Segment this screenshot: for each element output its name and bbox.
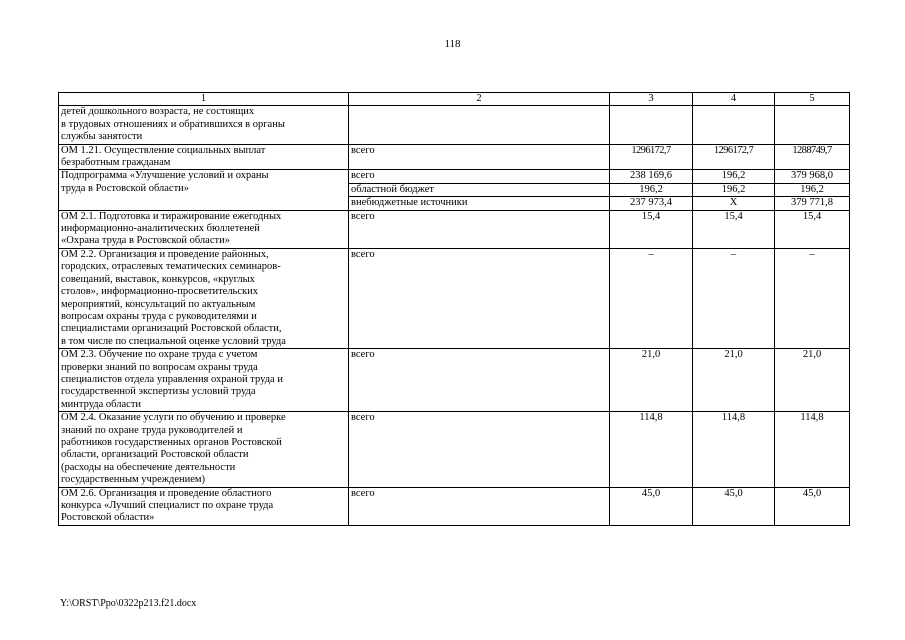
description-line: минтруда области [61,398,142,410]
description-line: совещаний, выставок, конкурсов, «круглых [61,273,255,285]
description-line: мероприятий, консультаций по актуальным [61,298,256,310]
description-line: проверки знаний по вопросам охраны труда [61,361,258,373]
value-col-3: 196,2 [610,183,693,196]
value-col-3 [610,106,693,144]
value-col-5: 379 771,8 [775,197,850,210]
value-col-4: Х [693,197,775,210]
description-line: безработным гражданам [61,157,171,169]
funding-source: всего [349,487,610,525]
funding-source: всего [349,248,610,348]
row-description [59,170,349,210]
value-col-3: 1296172,7 [610,144,693,170]
funding-source [349,106,610,144]
value-col-3: 45,0 [610,487,693,525]
table-body [59,93,850,526]
description-line: ОМ 2.6. Организация и проведение областного [61,487,272,499]
value-col-4 [693,106,775,144]
value-col-5: 21,0 [775,349,850,412]
description-line: конкурса «Лучший специалист по охране труда [61,500,274,511]
value-col-5: 45,0 [775,487,850,525]
description-line: государственной экспертизы условий труда [61,386,256,398]
row-description [59,210,349,248]
value-col-5 [775,106,850,144]
value-col-5: 1288749,7 [775,144,850,170]
header-cell-2: 2 [349,93,610,106]
description-line: области, организаций Ростовской области [61,449,249,461]
description-line: государственным учреждением) [61,474,206,486]
description-line: службы занятости [61,131,143,143]
value-col-3: 15,4 [610,210,693,248]
description-line: городских, отраслевых тематических семинаров- [61,261,281,273]
description-line: столов», информационно-просветительских [61,286,258,298]
description-line: Ростовской области» [61,512,155,524]
value-col-4: 196,2 [693,183,775,196]
row-description [59,144,349,170]
value-col-4: 1296172,7 [693,144,775,170]
description-line: детей дошкольного возраста, не состоящих [61,106,255,118]
table-row [59,170,850,183]
value-col-4: 45,0 [693,487,775,525]
description-line: в трудовых отношениях и обратившихся в органы [61,118,285,130]
description-line: Подпрограмма «Улучшение условий и охраны [61,170,269,182]
funding-source: всего [349,412,610,487]
value-col-5: 196,2 [775,183,850,196]
description-line: ОМ 1.21. Осуществление социальных выплат [61,144,266,156]
table-header-row [59,93,850,106]
description-line: вопросам охраны труда с руководителями и [61,310,257,322]
value-col-3: 237 973,4 [610,197,693,210]
value-col-5: 379 968,0 [775,170,850,183]
value-col-5: 15,4 [775,210,850,248]
value-col-5: 114,8 [775,412,850,487]
header-cell-1: 1 [59,93,349,106]
value-col-4: 196,2 [693,170,775,183]
value-col-4: – [693,248,775,348]
value-col-3: 238 169,6 [610,170,693,183]
description-line: информационно-аналитических бюллетеней [61,223,260,235]
description-line: специалистов отдела управления охраной труда и [61,373,283,385]
header-cell-3: 3 [610,93,693,106]
table-row [59,412,850,487]
description-line: ОМ 2.3. Обучение по охране труда с учетом [61,349,258,361]
description-line: (расходы на обеспечение деятельности [61,461,236,473]
funding-source: всего [349,349,610,412]
table-row [59,487,850,525]
table-row [59,349,850,412]
table-row [59,144,850,170]
file-path-footer: Y:\ORST\Ppo\0322p213.f21.docx [60,598,197,609]
budget-table [58,92,850,526]
funding-source: внебюджетные источники [349,197,610,210]
value-col-4: 15,4 [693,210,775,248]
value-col-4: 21,0 [693,349,775,412]
description-line: ОМ 2.2. Организация и проведение районных, [61,248,269,260]
table-row [59,210,850,248]
row-description [59,349,349,412]
funding-source: областной бюджет [349,183,610,196]
table-row [59,248,850,348]
funding-source: всего [349,144,610,170]
value-col-3: 21,0 [610,349,693,412]
value-col-3: 114,8 [610,412,693,487]
description-line: «Охрана труда в Ростовской области» [61,235,230,247]
page-number: 118 [444,38,461,50]
description-line: знаний по охране труда руководителей и [61,424,243,436]
header-cell-5: 5 [775,93,850,106]
funding-source: всего [349,170,610,183]
description-line: труда в Ростовской области» [61,182,190,194]
row-description [59,248,349,348]
description-line: ОМ 2.1. Подготовка и тиражирование ежегодных [61,210,282,222]
row-description [59,487,349,525]
description-line: ОМ 2.4. Оказание услуги по обучению и проверке [61,412,286,424]
value-col-4: 114,8 [693,412,775,487]
row-description [59,106,349,144]
value-col-5: – [775,248,850,348]
description-line: в том числе по специальной оценке условий труда [61,335,286,347]
table-row [59,106,850,144]
funding-source: всего [349,210,610,248]
description-line: специалистами организаций Ростовской области, [61,323,282,335]
description-line: работников государственных органов Ростовской [61,436,282,448]
header-cell-4: 4 [693,93,775,106]
value-col-3: – [610,248,693,348]
row-description [59,412,349,487]
